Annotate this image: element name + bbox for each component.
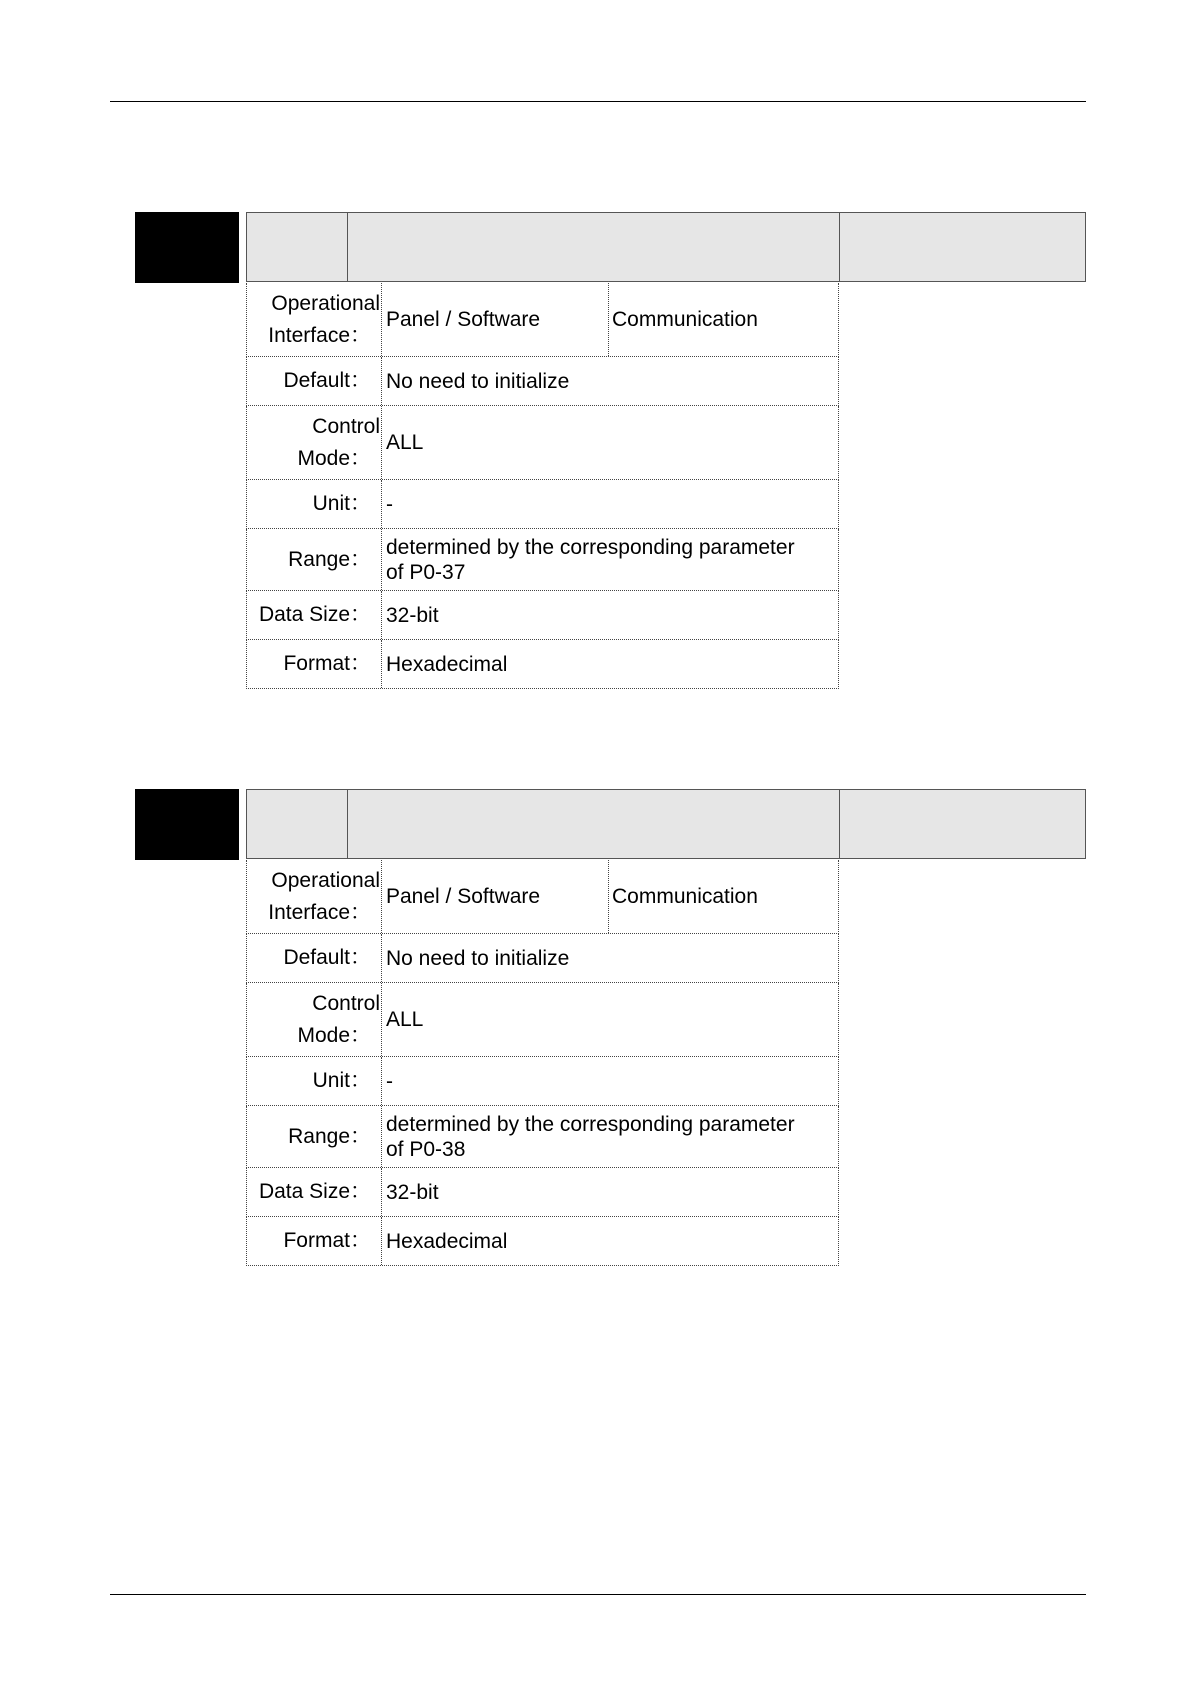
interface-panel-software: Panel / Software [383, 860, 609, 933]
label-line1: Control [312, 991, 380, 1015]
format-label: Format： [247, 640, 382, 688]
range-line1: determined by the corresponding parameter [386, 1112, 795, 1136]
row-unit [246, 480, 839, 529]
range-line2: of P0-38 [386, 1137, 466, 1161]
format-label: Format： [247, 1217, 382, 1265]
header-divider [347, 213, 348, 281]
operational-interface-label [247, 860, 382, 933]
default-label: Default： [247, 934, 382, 982]
parameter-block-2 [0, 577, 1190, 1253]
row-default [246, 934, 839, 983]
data-size-label: Data Size： [247, 1168, 382, 1216]
format-value: Hexadecimal [386, 652, 508, 676]
interface-communication: Communication [612, 884, 758, 908]
parameter-table [246, 860, 839, 1266]
header-divider [347, 790, 348, 858]
parameter-block-1 [0, 0, 1190, 676]
label-line1: Operational [271, 291, 380, 315]
row-data-size [246, 1168, 839, 1217]
row-control-mode [246, 406, 839, 480]
row-default [246, 357, 839, 406]
data-size-label: Data Size： [247, 591, 382, 639]
row-operational-interface [246, 860, 839, 934]
row-format [246, 1217, 839, 1266]
parameter-code-tab [135, 212, 239, 283]
footer-rule [110, 1594, 1086, 1595]
label-line2: Mode： [297, 1023, 371, 1047]
unit-value: - [386, 1069, 393, 1093]
row-unit [246, 1057, 839, 1106]
default-value: No need to initialize [386, 369, 570, 393]
unit-label: Unit： [247, 1057, 382, 1105]
row-control-mode [246, 983, 839, 1057]
parameter-header [246, 212, 1086, 282]
control-mode-value: ALL [386, 1008, 424, 1031]
parameter-header [246, 789, 1086, 859]
parameter-code-tab [135, 789, 239, 860]
range-value [383, 1106, 838, 1167]
range-label: Range： [247, 529, 382, 590]
format-value: Hexadecimal [386, 1229, 508, 1253]
default-value: No need to initialize [386, 946, 570, 970]
label-line2: Mode： [297, 446, 371, 470]
range-line2: of P0-37 [386, 560, 466, 584]
label-line1: Operational [271, 868, 380, 892]
row-range [246, 1106, 839, 1168]
header-divider [839, 790, 840, 858]
data-size-value: 32-bit [386, 603, 439, 627]
label-line1: Control [312, 414, 380, 438]
control-mode-value: ALL [386, 431, 424, 454]
range-line1: determined by the corresponding parameter [386, 535, 795, 559]
header-divider [839, 213, 840, 281]
data-size-value: 32-bit [386, 1180, 439, 1204]
interface-communication: Communication [612, 307, 758, 331]
default-label: Default： [247, 357, 382, 405]
operational-interface-label [247, 283, 382, 356]
label-line2: Interface： [268, 900, 371, 924]
row-operational-interface [246, 283, 839, 357]
interface-panel-software: Panel / Software [383, 283, 609, 356]
control-mode-label [247, 406, 382, 479]
label-line2: Interface： [268, 323, 371, 347]
unit-label: Unit： [247, 480, 382, 528]
range-label: Range： [247, 1106, 382, 1167]
unit-value: - [386, 492, 393, 516]
control-mode-label [247, 983, 382, 1056]
